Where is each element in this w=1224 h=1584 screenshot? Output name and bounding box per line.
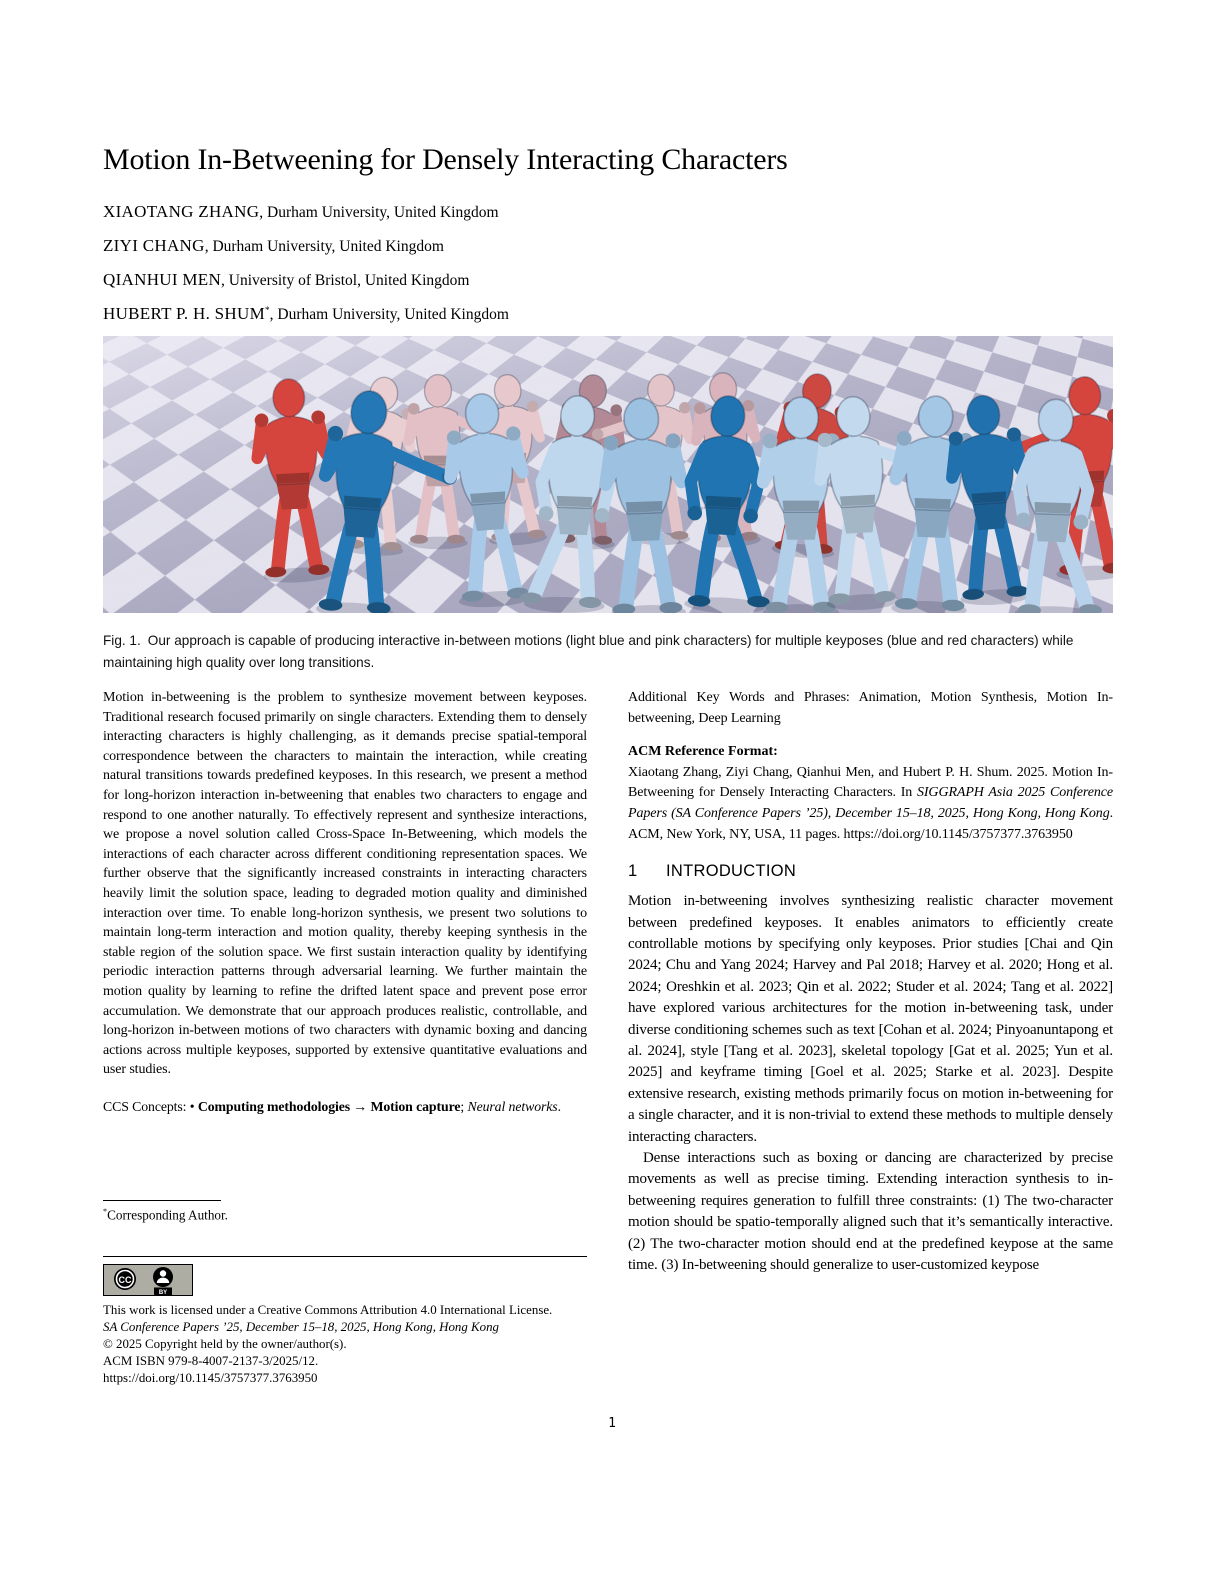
- footnote: [103, 1200, 587, 1223]
- teaser-figure: [103, 336, 1113, 613]
- acm-ref-part-2: . ACM, New York, NY, USA, 11 pages. https://doi.org/10.1145/3757377.3763950: [628, 805, 1113, 842]
- author-name-sep: ,: [259, 204, 264, 222]
- section-heading-introduction: [628, 862, 1113, 881]
- ccs-arrow: →: [350, 1098, 371, 1114]
- ccs-concept-1: Computing methodologies: [197, 1098, 351, 1114]
- acm-reference-heading: ACM Reference Format:: [628, 744, 778, 760]
- author-name-sep: ,: [269, 306, 274, 324]
- author-name-sep: ,: [221, 272, 225, 290]
- footnote-text: Corresponding Author.: [107, 1207, 228, 1223]
- right-column: [628, 688, 1113, 1276]
- ccs-concepts: [103, 1097, 587, 1116]
- license-rule: [103, 1256, 587, 1257]
- abstract-text: Motion in-betweening is the problem to synthesize movement between keyposes. Traditional research focused primarily on single characters. Extending them to densely interacting characters is highly challenging, as it demands precise spatial-temporal correspondence between the characters to maintain the interaction, while creating natural transitions towards predefined keyposes. In this research, we present a method for long-horizon interaction in-betweening that enables two characters to engage and respond to one another naturally. To effectively represent and synthesize interactions, we propose a novel solution called Cross-Space In-Betweening, which models the interactions of each character across different conditioning representation spaces. We further observe that the significantly increased constraints in interacting characters heavily limit the solution space, leading to degraded motion quality and diminished interaction over time. To enable long-horizon synthesis, we present two solutions to maintain long-term interaction and motion quality, thereby keeping synthesis in the stable region of the solution space. We first sustain interaction quality by identifying periodic interaction patterns through adversarial learning. We further maintain the motion quality by learning to refine the drifted latent space and prevent pose error accumulation. We demonstrate that our approach produces realistic, controllable, and long-horizon in-between motions of two characters with dynamic boxing and dancing actions across multiple keyposes, supported by extensive quantitative evaluations and user studies.: [103, 690, 587, 1078]
- intro-paragraph-2: Dense interactions such as boxing or dancing are characterized by precise movements as well as precise timing. Extending interaction synthesis to in-betweening requires generation to fulfill three constraints: (1) The two-character motion should be spatio-temporally aligned such that it’s semantically interactive. (2) The two-character motion should end at the predefined keypose at the same time. (3) In-betweening should generalize to user-customized keypose: [628, 1150, 1113, 1274]
- figure-caption: [103, 630, 1113, 673]
- ccs-concept-2: Motion capture: [370, 1098, 461, 1114]
- ccs-concept-3: Neural networks: [467, 1098, 558, 1114]
- author-row: [103, 262, 1113, 296]
- ccs-period: .: [557, 1098, 561, 1114]
- figure-caption-text: Our approach is capable of producing interactive in-between motions (light blue and pink characters) for multiple keyposes (blue and red characters) while maintaining high quality over long transitions.: [103, 633, 1074, 670]
- character-guard: [253, 377, 334, 584]
- author-row: [103, 228, 1113, 262]
- acm-reference-text: [628, 763, 1113, 845]
- page-number: 1: [608, 1416, 616, 1431]
- author-name: ZIYI CHANG: [103, 236, 205, 256]
- author-name: XIAOTANG ZHANG: [103, 202, 260, 222]
- author-affiliation: Durham University, United Kingdom: [263, 204, 499, 222]
- ccs-bullet: •: [189, 1098, 198, 1114]
- author-name-sep: ,: [204, 238, 209, 256]
- paper-title: Motion In-Betweening for Densely Interacting Characters: [103, 143, 788, 176]
- cc-by-license-badge[interactable]: [103, 1264, 193, 1296]
- author-row: [103, 194, 1113, 228]
- character-crowd: [103, 336, 1113, 613]
- section-title: INTRODUCTION: [666, 862, 797, 881]
- author-marker: *: [265, 306, 270, 317]
- license-block: [103, 1256, 587, 1387]
- license-line-1: This work is licensed under a Creative Commons Attribution 4.0 International License.: [103, 1303, 553, 1317]
- license-venue-line: SA Conference Papers ’25, December 15–18, 2025, Hong Kong, Hong Kong: [103, 1320, 499, 1334]
- cc-icon: CC: [118, 1274, 132, 1285]
- acm-ref-venue: SIGGRAPH Asia 2025 Conference Papers (SA Conference Papers ’25), December 15–18, 2025, Hong Kong, Hong Kong: [628, 785, 1113, 821]
- author-block: [103, 194, 1113, 331]
- author-row: [103, 296, 1113, 330]
- section-number: 1: [628, 862, 638, 881]
- author-name: HUBERT P. H. SHUM: [103, 304, 265, 324]
- by-icon: BY: [158, 1290, 168, 1296]
- ccs-separator: ;: [460, 1098, 468, 1114]
- keywords-text: Additional Key Words and Phrases: Animation, Motion Synthesis, Motion In-betweening, Deep Learning: [628, 690, 1113, 726]
- acm-ref-part-1: Xiaotang Zhang, Ziyi Chang, Qianhui Men, and Hubert P. H. Shum. 2025. Motion In-Betweening for Densely Interacting Characters. In: [628, 764, 1113, 801]
- author-affiliation: Durham University, United Kingdom: [208, 238, 444, 256]
- license-copyright-line: © 2025 Copyright held by the owner/author(s).: [103, 1337, 347, 1351]
- author-name: QIANHUI MEN: [103, 270, 222, 290]
- left-column: [103, 688, 587, 1116]
- intro-paragraph-1: Motion in-betweening involves synthesizing realistic character movement between predefined keyposes. It enables animators to efficiently create controllable motions by specifying only keyposes. Prior studies [Chai and Qin 2024; Chu and Yang 2024; Harvey and Pal 2018; Harvey et al. 2020; Hong et al. 2024; Oreshkin et al. 2023; Qin et al. 2022; Studer et al. 2024; Tang et al. 2022] have explored various architectures for the motion in-betweening task, under diverse conditioning schemes such as text [Cohan et al. 2024; Pinyoanuntapong et al. 2024], style [Tang et al. 2023], skeletal topology [Gat et al. 2025; Yun et al. 2025] and keyframe timing [Goel et al. 2025; Starke et al. 2023]. Despite extensive research, existing methods primarily focus on motion in-betweening for a single character, and it is non-trivial to extend these methods to multiple densely interacting characters.: [628, 893, 1113, 1145]
- footnote-rule: [103, 1200, 221, 1201]
- ccs-label: CCS Concepts:: [103, 1098, 190, 1114]
- character-guard: [891, 395, 975, 613]
- footnote-marker: *: [103, 1207, 108, 1216]
- author-affiliation: Durham University, United Kingdom: [273, 306, 509, 324]
- license-doi-link[interactable]: https://doi.org/10.1145/3757377.3763950: [103, 1371, 318, 1385]
- author-affiliation: University of Bristol, United Kingdom: [224, 272, 470, 290]
- license-isbn-line: ACM ISBN 979-8-4007-2137-3/2025/12.: [103, 1354, 319, 1368]
- figure-caption-label: Fig. 1.: [103, 633, 141, 648]
